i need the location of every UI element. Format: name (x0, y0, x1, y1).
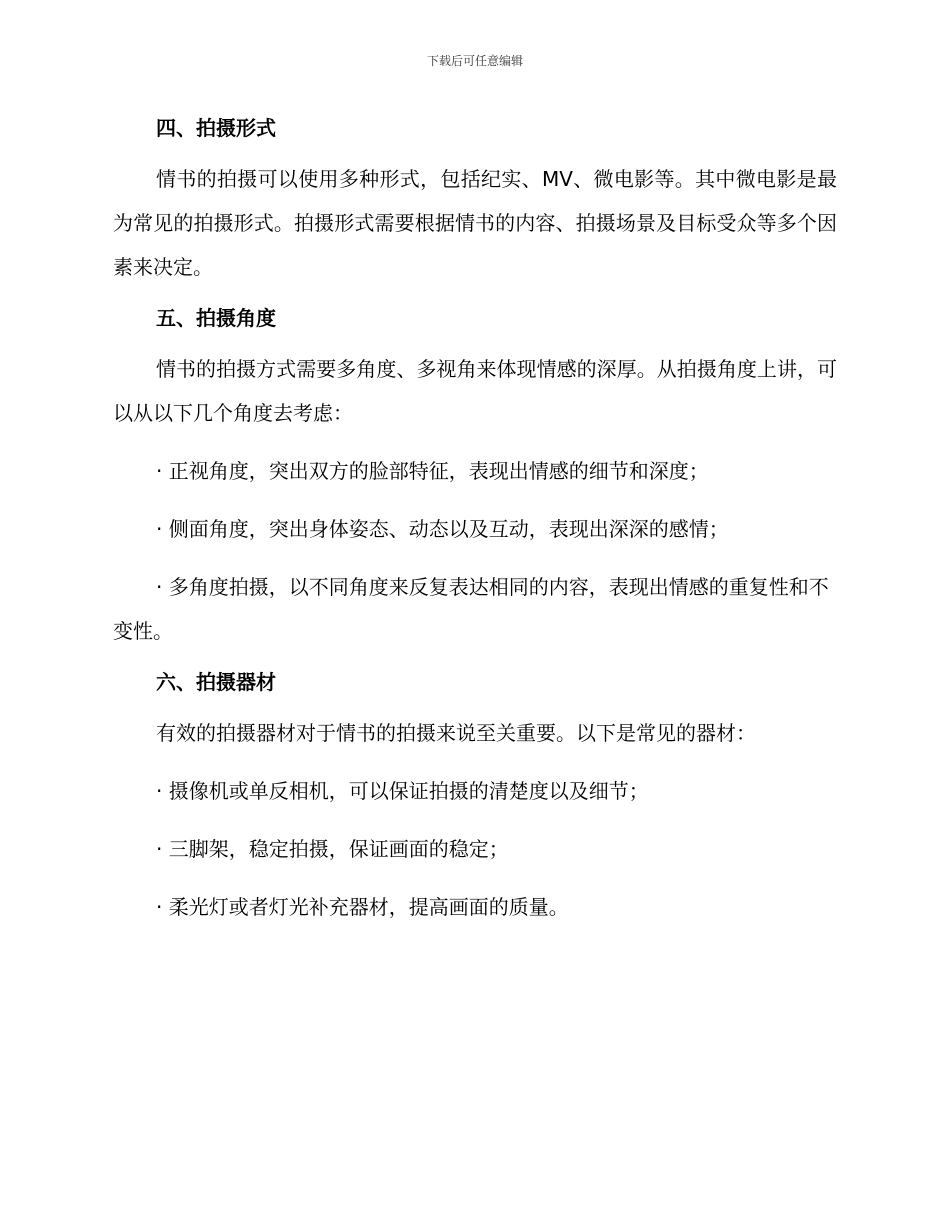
section-paragraph-shooting-equipment: 有效的拍摄器材对于情书的拍摄来说至关重要。以下是常见的器材： (156, 721, 756, 745)
document-body (113, 113, 837, 943)
bullet-item: · 多角度拍摄，以不同角度来反复表达相同的内容，表现出情感的重复性和不变性。 (113, 575, 829, 643)
bullet-item: · 正视角度，突出双方的脸部特征，表现出情感的细节和深度； (156, 459, 709, 483)
bullet-item: · 侧面角度，突出身体姿态、动态以及互动，表现出深深的感情； (156, 517, 729, 541)
bullet-item: · 柔光灯或者灯光补充器材，提高画面的质量。 (156, 895, 569, 919)
page-header: 下载后可任意编辑 (426, 54, 523, 68)
bullet-item: · 摄像机或单反相机，可以保证拍摄的清楚度以及细节； (156, 779, 649, 803)
bullet-item: · 三脚架，稳定拍摄，保证画面的稳定； (156, 837, 509, 861)
section-heading-shooting-equipment: 六、拍摄器材 (156, 670, 276, 694)
section-heading-shooting-angle: 五、拍摄角度 (156, 306, 276, 330)
section-paragraph-shooting-form: 情书的拍摄可以使用多种形式，包括纪实、MV、微电影等。其中微电影是最为常见的拍摄形式。拍摄形式需要根据情书的内容、拍摄场景及目标受众等多个因素来决定。 (113, 167, 837, 279)
section-paragraph-shooting-angle: 情书的拍摄方式需要多角度、多视角来体现情感的深厚。从拍摄角度上讲，可以从以下几个角度去考虑： (113, 357, 837, 425)
section-heading-shooting-form: 四、拍摄形式 (156, 116, 276, 140)
